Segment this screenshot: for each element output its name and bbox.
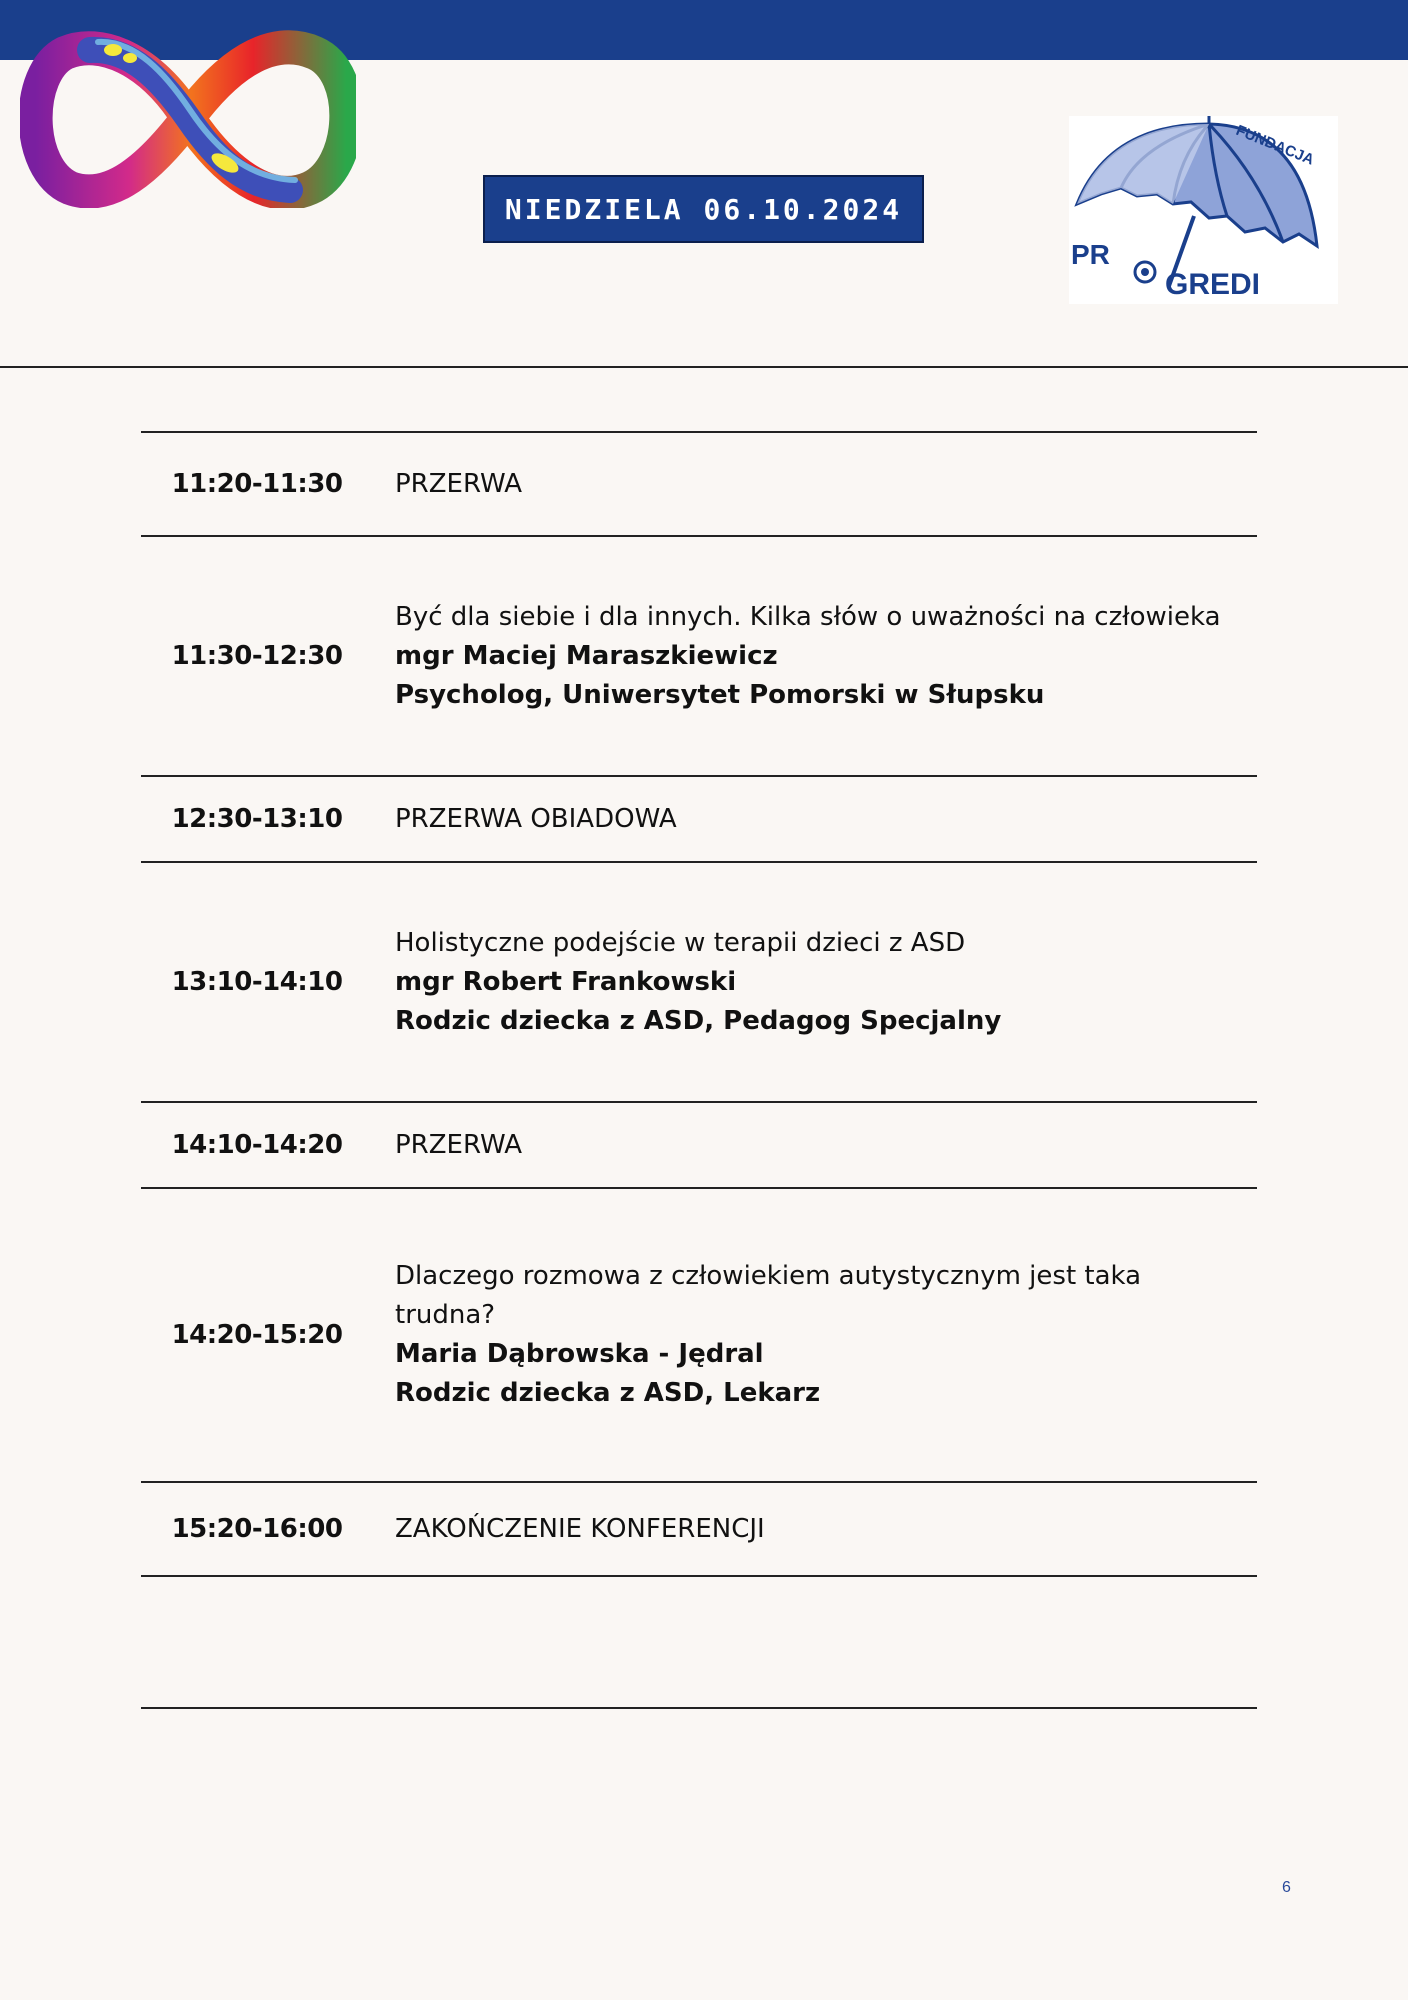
event-affiliation: Rodzic dziecka z ASD, Pedagog Specjalny [395,1005,1002,1036]
event-title: Być dla siebie i dla innych. Kilka słów o uważności na człowieka [395,601,1221,632]
date-label: NIEDZIELA 06.10.2024 [504,192,903,226]
event-content [373,924,1233,1041]
event-title: PRZERWA OBIADOWA [395,803,677,834]
time-slot: 12:30-13:10 [171,804,343,834]
event-affiliation: Psycholog, Uniwersytet Pomorski w Słupsku [395,679,1045,710]
event-content [373,1510,1233,1549]
header-divider [0,366,1408,368]
schedule-row [141,1483,1257,1575]
schedule-row [141,433,1257,535]
event-speaker: mgr Maciej Maraszkiewicz [395,640,778,671]
event-title: Dlaczego rozmowa z człowiekiem autystycznym jest taka trudna? [395,1261,1142,1330]
event-content [373,1126,1233,1165]
time-slot: 11:20-11:30 [171,469,343,499]
foundation-pr-text: PR [1071,239,1110,270]
event-speaker: Maria Dąbrowska - Jędral [395,1339,764,1369]
rainbow-infinity-icon [20,28,356,208]
empty-row [141,1577,1257,1707]
time-slot: 13:10-14:10 [171,967,343,997]
event-title: Holistyczne podejście w terapii dzieci z ASD [395,927,966,958]
schedule-row [141,1103,1257,1187]
event-content [373,1257,1233,1413]
time-slot: 15:20-16:00 [171,1514,343,1544]
schedule-row [141,537,1257,775]
divider [141,1707,1257,1709]
event-title: PRZERWA [395,1129,523,1160]
schedule-row [141,1189,1257,1481]
event-content [373,598,1233,715]
schedule-table [141,431,1257,1709]
date-banner [483,175,924,243]
foundation-fundacja-text: FUNDACJA [1233,121,1317,169]
event-affiliation: Rodzic dziecka z ASD, Lekarz [395,1378,821,1408]
foundation-gredi-text: GREDI [1165,268,1261,301]
page-number: 6 [1282,1879,1291,1896]
schedule-row [141,777,1257,861]
event-title: PRZERWA [395,468,523,499]
schedule-row [141,863,1257,1101]
time-slot: 14:20-15:20 [171,1320,343,1350]
time-slot: 14:10-14:20 [171,1130,343,1160]
umbrella-icon [1069,116,1338,304]
event-title: ZAKOŃCZENIE KONFERENCJI [395,1513,765,1544]
event-speaker: mgr Robert Frankowski [395,966,737,997]
event-content [373,465,1233,504]
event-content [373,800,1233,839]
time-slot: 11:30-12:30 [171,641,343,671]
